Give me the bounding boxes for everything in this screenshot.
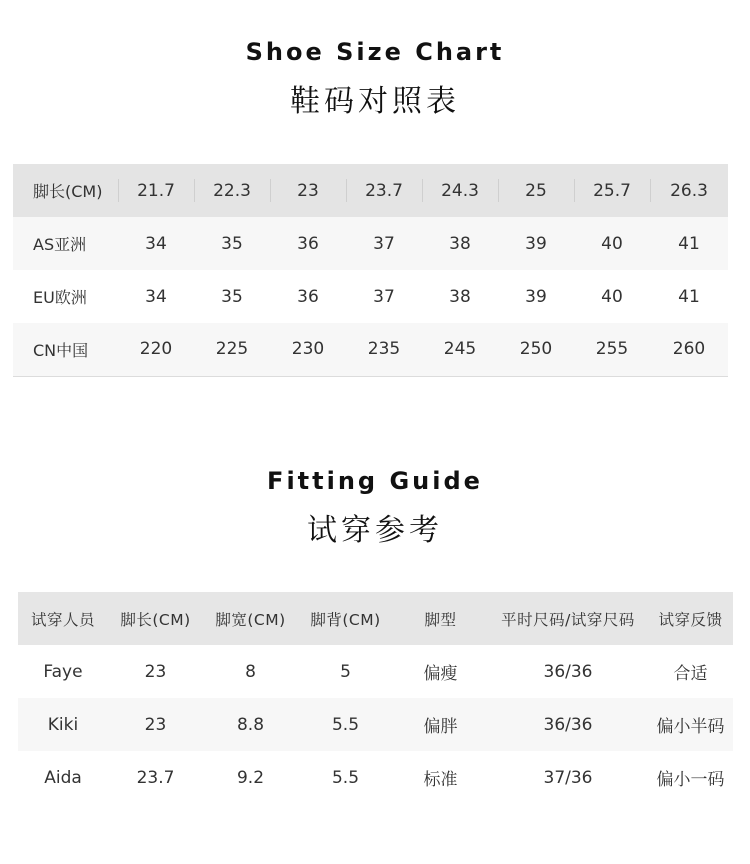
fitting-guide-header-cell: 试穿反馈 bbox=[658, 610, 723, 629]
size-chart-cell: 220 bbox=[118, 323, 194, 376]
size-chart-cell: 24.3 bbox=[422, 164, 498, 217]
size-chart-cell: 36 bbox=[297, 286, 319, 307]
fitting-guide-cell: 8.8 bbox=[236, 714, 265, 735]
size-chart-cell: 25.7 bbox=[574, 164, 650, 217]
fitting-guide-cell: 偏瘦 bbox=[423, 664, 458, 684]
size-chart-cell: 35 bbox=[221, 286, 243, 307]
fitting-guide-cell: Kiki bbox=[47, 714, 79, 735]
fitting-guide-title-en: Fitting Guide bbox=[267, 467, 483, 495]
fitting-guide-cell: 偏胖 bbox=[423, 717, 458, 737]
size-chart-cell: 37 bbox=[373, 286, 395, 307]
size-chart-row bbox=[13, 164, 728, 217]
size-chart-title-en: Shoe Size Chart bbox=[245, 38, 505, 66]
size-chart-cell: 245 bbox=[422, 323, 498, 376]
fitting-guide-cell: 36/36 bbox=[543, 714, 593, 735]
size-chart-cell: 41 bbox=[678, 286, 700, 307]
fitting-guide-cell: 5.5 bbox=[331, 767, 360, 788]
size-chart-row bbox=[13, 323, 728, 376]
size-chart-cell: 22.3 bbox=[194, 164, 270, 217]
fitting-guide-header-cell: 脚宽(CM) bbox=[215, 610, 286, 629]
size-chart-cell: 21.7 bbox=[118, 164, 194, 217]
fitting-guide-table bbox=[18, 592, 733, 804]
fitting-guide-header-cell: 平时尺码/试穿尺码 bbox=[501, 610, 635, 629]
fitting-guide-cell: 5.5 bbox=[331, 714, 360, 735]
size-chart-cell: 260 bbox=[650, 323, 728, 376]
size-chart-cell: 34 bbox=[145, 233, 167, 254]
size-chart-row-label: AS亚洲 bbox=[33, 235, 87, 254]
size-chart-cell: 36 bbox=[297, 233, 319, 254]
size-chart-cell: 250 bbox=[498, 323, 574, 376]
fitting-guide-cell: 23 bbox=[144, 714, 167, 735]
fitting-guide-cell: 23.7 bbox=[136, 767, 175, 788]
size-chart-cell: 40 bbox=[601, 286, 623, 307]
size-chart-cell: 38 bbox=[449, 286, 471, 307]
size-chart-cell: 25 bbox=[498, 164, 574, 217]
fitting-guide-cell: 37/36 bbox=[543, 767, 593, 788]
fitting-guide-cell: 23 bbox=[144, 661, 167, 682]
fitting-guide-cell: 偏小一码 bbox=[656, 770, 725, 790]
size-chart-cell: 41 bbox=[678, 233, 700, 254]
fitting-guide-cell: 标准 bbox=[423, 770, 458, 790]
size-chart-title-cn: 鞋码对照表 bbox=[290, 84, 460, 119]
size-chart-row-label: CN中国 bbox=[13, 323, 118, 376]
size-chart-table bbox=[13, 164, 728, 377]
fitting-guide-title-cn: 试穿参考 bbox=[307, 513, 443, 548]
size-chart-cell: 23 bbox=[270, 164, 346, 217]
fitting-guide-header-cell: 试穿人员 bbox=[30, 610, 95, 629]
size-chart-cell: 26.3 bbox=[650, 164, 728, 217]
fitting-guide-cell: Faye bbox=[43, 661, 83, 682]
fitting-guide-cell: 偏小半码 bbox=[656, 717, 725, 737]
size-chart-row-label: EU欧洲 bbox=[33, 288, 87, 307]
fitting-guide-cell: Aida bbox=[44, 767, 82, 788]
fitting-guide-header-cell: 脚背(CM) bbox=[310, 610, 381, 629]
size-chart-cell: 38 bbox=[449, 233, 471, 254]
size-chart-cell: 230 bbox=[270, 323, 346, 376]
size-chart-row-label: 脚长(CM) bbox=[33, 182, 103, 201]
fitting-guide-cell: 合适 bbox=[673, 664, 708, 684]
size-chart-cell: 39 bbox=[525, 286, 547, 307]
fitting-guide-cell: 9.2 bbox=[236, 767, 265, 788]
fitting-guide-header-cell: 脚型 bbox=[424, 610, 457, 629]
fitting-guide-row bbox=[18, 698, 733, 751]
size-chart-cell: 37 bbox=[373, 233, 395, 254]
size-chart-row bbox=[13, 270, 728, 323]
size-chart-cell: 34 bbox=[145, 286, 167, 307]
size-chart-row bbox=[13, 217, 728, 270]
fitting-guide-cell: 5 bbox=[340, 661, 351, 682]
size-chart-cell: 225 bbox=[194, 323, 270, 376]
fitting-guide-header-cell: 脚长(CM) bbox=[120, 610, 191, 629]
size-chart-cell: 235 bbox=[346, 323, 422, 376]
size-chart-cell: 39 bbox=[525, 233, 547, 254]
fitting-guide-header-row bbox=[18, 592, 733, 645]
fitting-guide-cell: 8 bbox=[245, 661, 256, 682]
size-chart-cell: 35 bbox=[221, 233, 243, 254]
fitting-guide-cell: 36/36 bbox=[543, 661, 593, 682]
size-chart-cell: 23.7 bbox=[346, 164, 422, 217]
fitting-guide-row bbox=[18, 751, 733, 804]
size-chart-cell: 255 bbox=[574, 323, 650, 376]
fitting-guide-row bbox=[18, 645, 733, 698]
size-chart-cell: 40 bbox=[601, 233, 623, 254]
